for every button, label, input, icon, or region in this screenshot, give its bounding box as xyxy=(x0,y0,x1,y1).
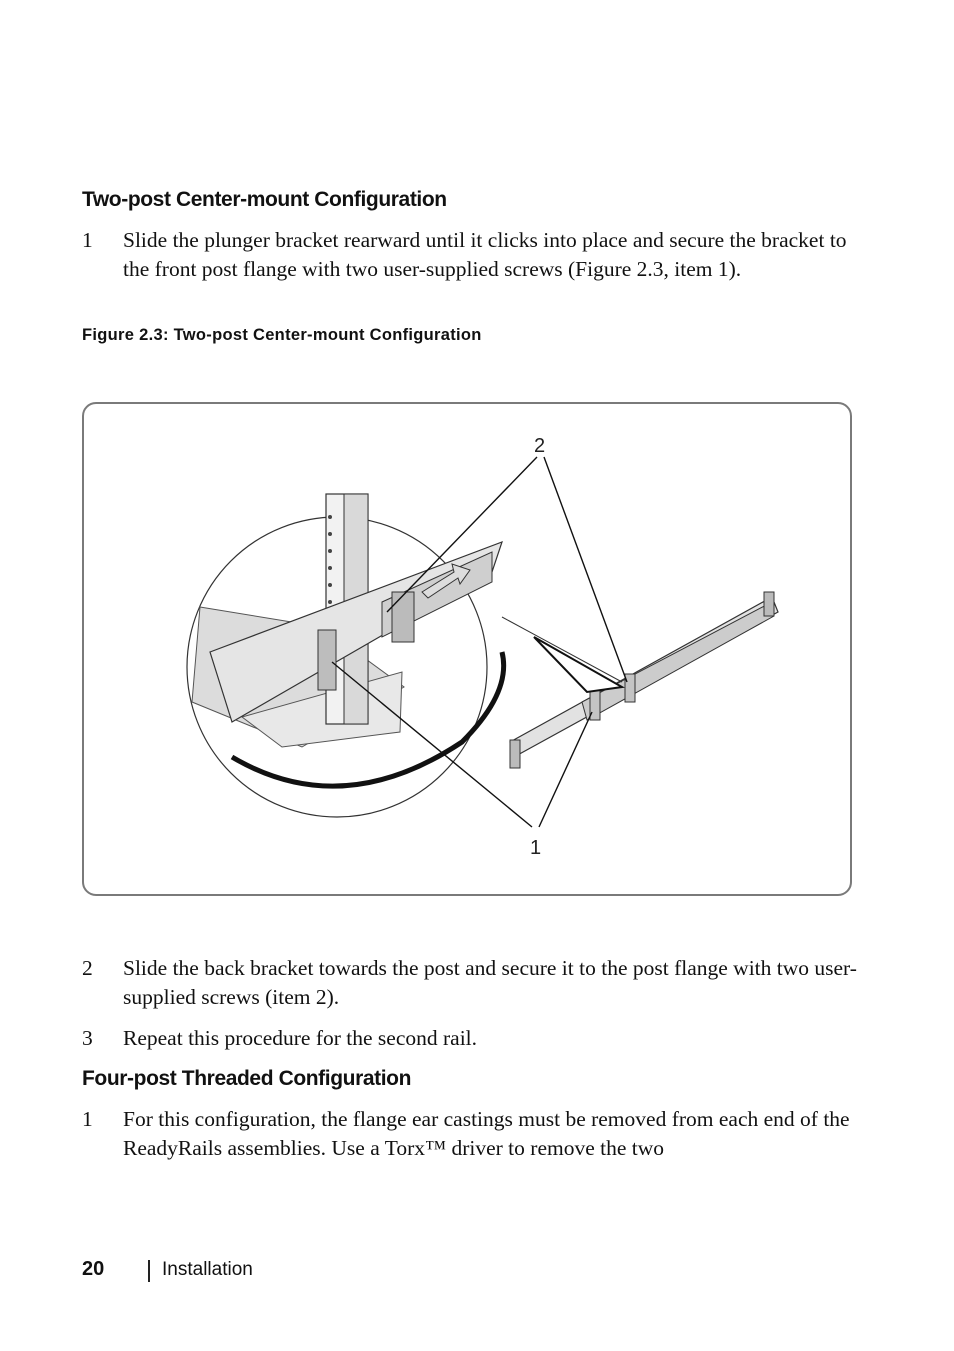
step-number: 1 xyxy=(82,1107,93,1131)
step-number: 1 xyxy=(82,228,93,252)
callout-2: 2 xyxy=(534,435,546,457)
figure-caption: Figure 2.3: Two-post Center-mount Configuration xyxy=(82,326,482,344)
step-number: 3 xyxy=(82,1026,93,1050)
page-number: 20 xyxy=(82,1258,105,1280)
step-item xyxy=(82,1105,862,1163)
callout-1: 1 xyxy=(530,837,542,859)
step-text: Slide the plunger bracket rearward until it clicks into place and secure the bracket to the front post flange with two user-supplied screws (Figure 2.3, item 1). xyxy=(123,228,847,281)
step-number: 2 xyxy=(82,956,93,980)
callout-leaders xyxy=(332,457,627,827)
section-heading-two-post: Two-post Center-mount Configuration xyxy=(82,188,447,211)
step-item xyxy=(82,954,862,1012)
step-text: Repeat this procedure for the second rail. xyxy=(123,1026,478,1050)
rail-illustration xyxy=(82,402,852,896)
section-heading-four-post: Four-post Threaded Configuration xyxy=(82,1067,412,1090)
footer-section-title: Installation xyxy=(162,1259,253,1280)
step-item xyxy=(82,226,862,284)
footer-divider xyxy=(148,1260,150,1282)
step-item xyxy=(82,1024,862,1053)
rail-assembly xyxy=(502,592,778,768)
step-text: Slide the back bracket towards the post and secure it to the post flange with two user-supplied screws (item 2). xyxy=(123,956,857,1009)
step-text: For this configuration, the flange ear castings must be removed from each end of the ReadyRails assemblies. Use a Torx™ driver to remove the two xyxy=(123,1107,850,1160)
magnified-detail xyxy=(187,494,504,817)
